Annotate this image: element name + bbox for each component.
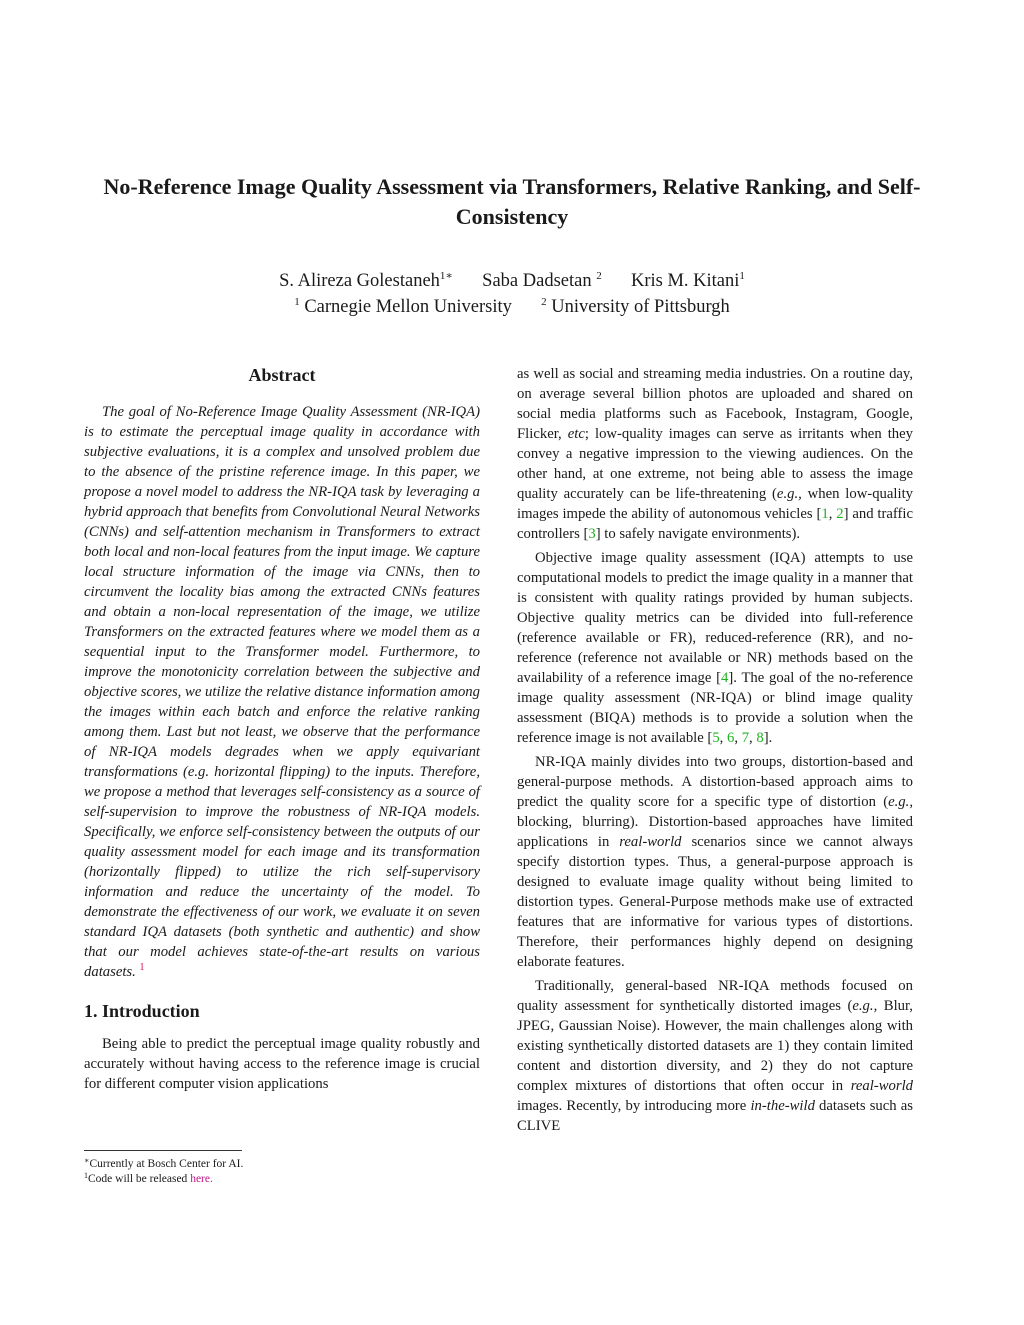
footnote: ∗Currently at Bosch Center for AI. (84, 1156, 244, 1170)
author-name: S. Alireza Golestaneh (279, 271, 440, 291)
citation-link[interactable]: 3 (588, 526, 596, 542)
author-affil-mark: 2 (596, 270, 602, 282)
intro-paragraph: Being able to predict the perceptual image quality robustly and accurately without having access to the reference image is crucial for different computer vision applications (84, 1036, 480, 1092)
section-heading-introduction: 1. Introduction (84, 1001, 200, 1021)
affiliation-mark: 1 (294, 296, 300, 308)
intro-paragraph: NR-IQA mainly divides into two groups, distortion-based and general-purpose methods. A distortion-based approach aims to predict the quality score for a specific type of distortion (e.g., blocking, blurring). Distortion-based approaches have limited applications in real-world scenarios since we cannot always specify distortion types. Thus, a general-purpose approach is designed to evaluate image quality without being limited to distortion types. General-Purpose methods make use of extracted features that are informative for various types of distortions. Therefore, their performances highly depend on designing elaborate features. (517, 754, 913, 970)
author-name: Saba Dadsetan (482, 271, 592, 291)
author-affil-mark: 1∗ (439, 270, 453, 282)
affiliation-name: University of Pittsburgh (551, 297, 730, 317)
citation-link[interactable]: 4 (721, 670, 729, 686)
intro-paragraph: Traditionally, general-based NR-IQA methods focused on quality assessment for synthetically distorted images (e.g., Blur, JPEG, Gaussian Noise). However, the main challenges along with existing synthetically distorted datasets are 1) they contain limited content and distortion diversity, and 2) they do not capture complex mixtures of distortions that often occur in real-world images. Recently, by introducing more in-the-wild datasets such as CLIVE (517, 978, 913, 1134)
abstract-text: The goal of No-Reference Image Quality Assessment (NR-IQA) is to estimate the perceptual image quality in accordance with subjective evaluations, it is a complex and unsolved problem due to the absence of the pristine reference image. In this paper, we propose a novel model to address the NR-IQA task by leveraging a hybrid approach that benefits from Convolutional Neural Networks (CNNs) and self-attention mechanism in Transformers to extract both local and non-local features from the input image. We capture local structure information of the image via CNNs, then to circumvent the locality bias among the extracted CNNs features and obtain a non-local representation of the image, we utilize Transformers on the extracted features where we model them as a sequential input to the Transformer model. Furthermore, to improve the monotonicity correlation between the subjective and objective scores, we utilize the relative distance information among the images within each batch and enforce the relative ranking among them. Last but not least, we observe that the performance of NR-IQA models degrades when we apply equivariant transformations (e.g. horizontal flipping) to the inputs. Therefore, we propose a method that leverages self-consistency as a source of self-supervision to improve the robustness of NR-IQA models. Specifically, we enforce self-consistency between the outputs of our quality assessment model for each image and its transformation (horizontally flipped) to utilize the rich self-supervisory information and reduce the uncertainty of the model. To demonstrate the effectiveness of our work, we evaluate it on seven standard IQA datasets (both synthetic and authentic) and show that our model achieves state-of-the-art results on various datasets. $^1$ (84, 404, 480, 980)
footnotes (84, 1150, 480, 1187)
author-line (70, 268, 954, 294)
citation-link[interactable]: 1 (821, 506, 829, 522)
citation-link[interactable]: 7 (741, 730, 750, 746)
footnote-divider (84, 1150, 242, 1151)
affiliation-name: Carnegie Mellon University (304, 297, 512, 317)
paper-title: No-Reference Image Quality Assessment via Transformers, Relative Ranking, and Self-Consistency (103, 174, 921, 229)
footnote: $^1$Code will be released here. (84, 1171, 213, 1185)
affiliation-mark: 2 (541, 296, 547, 308)
abstract-heading: Abstract (248, 365, 316, 385)
author-block (70, 268, 954, 320)
author-name: Kris M. Kitani (630, 271, 740, 291)
citation-link[interactable]: 5 (712, 730, 720, 746)
right-column (517, 364, 913, 1140)
author-affil-mark: 1 (739, 270, 745, 282)
citation-link[interactable]: 2 (836, 506, 844, 522)
left-column (84, 364, 480, 1098)
citation-link[interactable]: 6 (727, 730, 735, 746)
affiliation-line (70, 294, 954, 320)
intro-paragraph-continued: as well as social and streaming media industries. On a routine day, on average several billion photos are uploaded and shared on social media platforms such as Facebook, Instagram, Google, Flicker, etc; low-quality images can serve as irritants when they convey a negative impression to the viewing audiences. On the other hand, at one extreme, not being able to assess the image quality accurately can be life-threatening (e.g., when low-quality images impede the ability of autonomous vehicles [1, 2] and traffic controllers [3] to safely navigate environments). (517, 366, 913, 542)
intro-paragraph: Objective image quality assessment (IQA) attempts to use computational models to predict the image quality in a manner that is consistent with quality ratings provided by human subjects. Objective quality metrics can be divided into full-reference (reference available or FR), reduced-reference (RR), and no-reference (reference not available or NR) methods based on the availability of a reference image [4]. The goal of the no-reference image quality assessment (NR-IQA) or blind image quality assessment (BIQA) methods is to provide a solution when the reference image is not available [5, 6, 7, 8]. (517, 550, 913, 746)
footnote-link[interactable]: 1 (139, 962, 145, 973)
citation-link[interactable]: 8 (756, 730, 764, 746)
code-link[interactable]: here. (190, 1173, 213, 1185)
